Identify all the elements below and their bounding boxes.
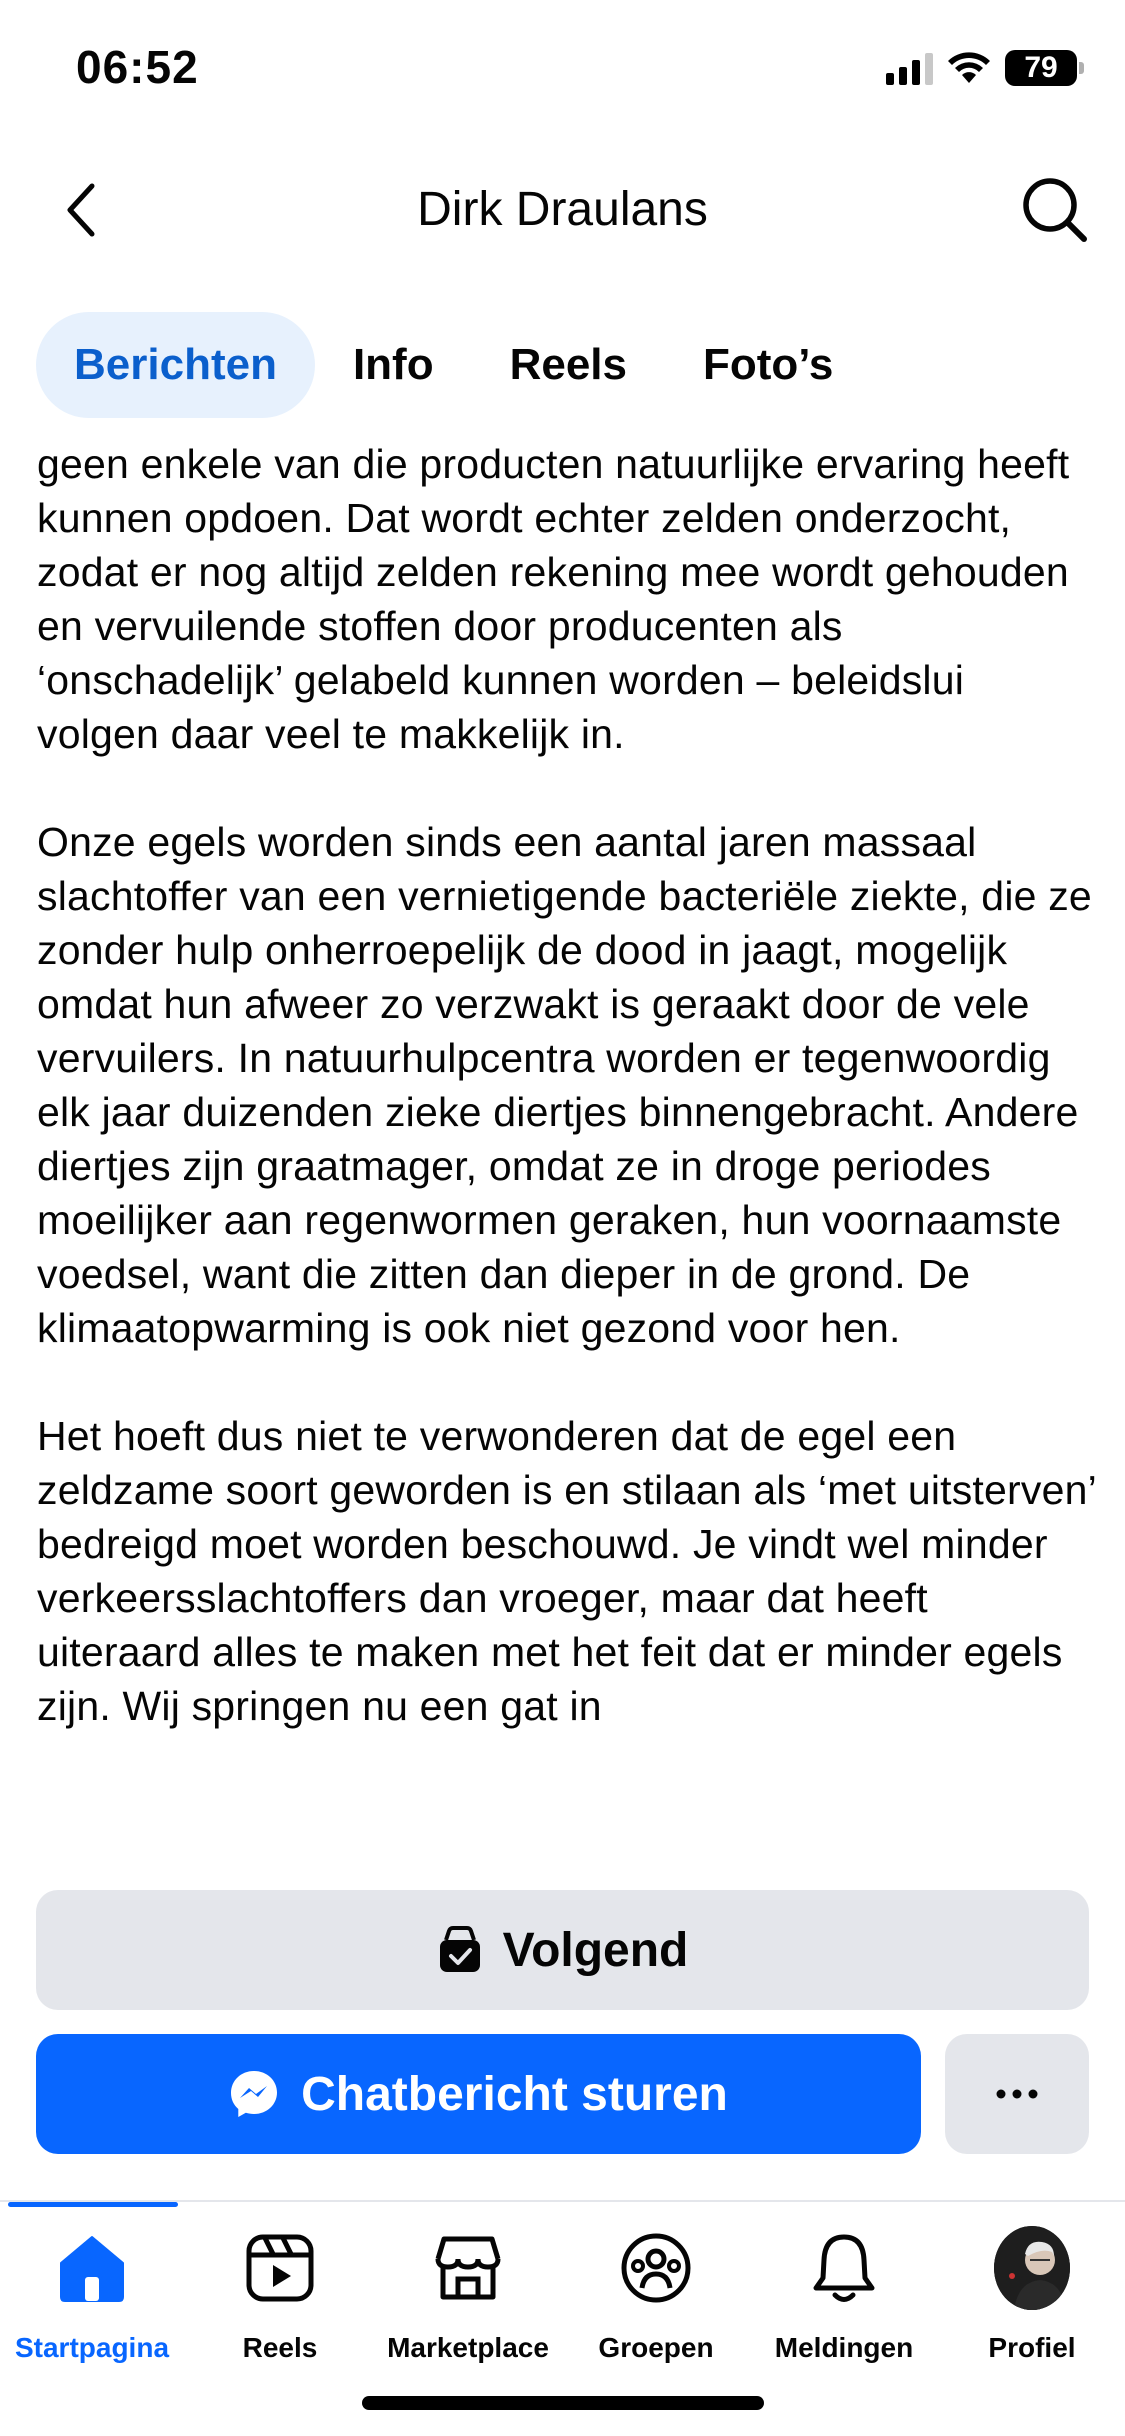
tab-fotos[interactable]: Foto’s (703, 340, 834, 389)
nav-item-groepen[interactable] (562, 2230, 750, 2370)
nav-item-startpagina[interactable] (0, 2230, 186, 2370)
post-body (37, 437, 1097, 1840)
reels-icon (245, 2233, 315, 2303)
bell-icon (811, 2232, 877, 2304)
battery-icon (1005, 50, 1077, 86)
nav-item-profiel[interactable] (938, 2230, 1125, 2370)
wifi-icon (947, 51, 991, 85)
active-tab-indicator (8, 2202, 178, 2207)
nav-item-meldingen[interactable] (750, 2230, 938, 2370)
send-message-button[interactable] (36, 2034, 921, 2154)
send-message-label: Chatbericht sturen (301, 2067, 728, 2121)
messenger-icon (229, 2069, 279, 2119)
tab-info[interactable]: Info (352, 340, 434, 389)
more-options-button[interactable] (945, 2034, 1089, 2154)
nav-item-reels[interactable] (186, 2230, 374, 2370)
following-check-icon (437, 1926, 483, 1974)
post-paragraph: Onze egels worden sinds een aantal jaren massaal slachtoffer van een vernietigende bacteriële ziekte, die ze zonder hulp onherroepelijk de dood in jaagt, mogelijk omdat hun afweer zo verzwakt is geraakt door de vele vervuilers. In natuurhulpcentra worden er tegenwoordig elk jaar duizenden zieke diertjes binnengebracht. Andere diertjes zijn graatmager, omdat ze in droge periodes moeilijker aan regenwormen geraken, hun voornaamste voedsel, want die zitten dan dieper in de grond. De klimaatopwarming is ook niet gezond voor hen. (37, 819, 1092, 1351)
post-paragraph: Het hoeft dus niet te verwonderen dat de egel een zeldzame soort geworden is en stilaan als ‘met uitsterven’ bedreigd moet worden beschouwd. Je vindt wel minder verkeersslachtoffers dan vroeger, maar dat heeft uiteraard alles te maken met het feit dat er minder egels zijn. Wij springen nu een gat in (37, 1413, 1096, 1729)
status-icons (886, 48, 1077, 88)
status-time: 06:52 (76, 41, 199, 93)
cellular-signal-icon (886, 51, 933, 85)
nav-label: Reels (242, 2332, 318, 2363)
profile-tabs (36, 312, 871, 418)
following-button[interactable] (36, 1890, 1089, 2010)
search-icon (1020, 175, 1090, 245)
nav-label: Meldingen (774, 2332, 914, 2363)
nav-label: Marketplace (387, 2332, 549, 2363)
more-dots-icon (995, 2088, 1039, 2100)
nav-item-marketplace[interactable] (374, 2230, 562, 2370)
tab-reels[interactable]: Reels (509, 340, 628, 389)
nav-label: Groepen (598, 2332, 714, 2363)
home-icon (57, 2233, 127, 2303)
status-bar (0, 0, 1125, 140)
home-indicator (362, 2396, 764, 2410)
battery-level: 79 (1024, 51, 1058, 84)
nav-label: Startpagina (14, 2332, 170, 2363)
avatar (994, 2226, 1070, 2310)
groups-icon (620, 2232, 692, 2304)
post-paragraph: geen enkele van die producten natuurlijke ervaring heeft kunnen opdoen. Dat wordt echter zelden onderzocht, zodat er nog altijd zelden rekening mee wordt gehouden en vervuilende stoffen door producenten als ‘onschadelijk’ gelabeld kunnen worden – beleidslui volgen daar veel te makkelijk in. (37, 441, 1070, 757)
marketplace-icon (432, 2233, 504, 2303)
tab-berichten[interactable]: Berichten (36, 312, 315, 418)
following-label: Volgend (502, 1923, 689, 1977)
page-title: Dirk Draulans (417, 183, 708, 236)
nav-label: Profiel (988, 2332, 1076, 2363)
search-button[interactable] (1015, 170, 1095, 250)
profile-header (0, 150, 1125, 270)
